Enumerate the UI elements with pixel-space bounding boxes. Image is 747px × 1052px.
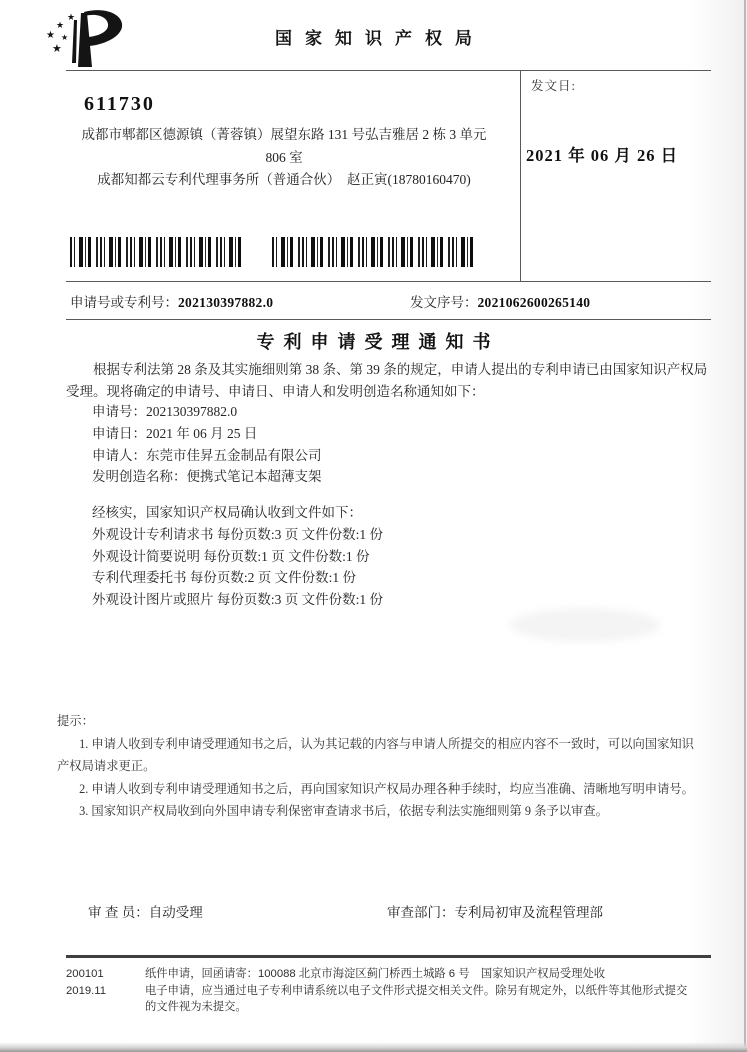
svg-text:★: ★	[56, 20, 65, 30]
footer-divider	[66, 955, 711, 958]
footer-code-1: 200101	[66, 968, 104, 980]
examining-department	[387, 901, 603, 921]
detail-line-applicant: 申请人：东莞市佳昇五金制品有限公司	[92, 447, 322, 463]
dispatch-date-label: 发文日:	[531, 79, 576, 93]
confirm-line: 经核实，国家知识产权局确认收到文件如下：	[92, 505, 362, 520]
detail-line-application-number: 申请号：202130397882.0	[92, 404, 238, 419]
address-line-2: 806 室	[265, 149, 303, 165]
notice-title: 专利申请受理通知书	[256, 332, 500, 352]
svg-text:★: ★	[61, 33, 69, 42]
dispatch-date-value: 2021 年 06 月 26 日	[526, 146, 679, 165]
svg-text:★: ★	[46, 30, 55, 41]
svg-text:★: ★	[67, 12, 76, 22]
footer-code-2: 2019.11	[66, 984, 106, 997]
scan-stain	[510, 608, 660, 642]
footer-line-electronic: 电子申请，应当通过电子专利申请系统以电子文件形式提交相关文件。除另有规定外，以纸件等其他形式提交的文件视为未提交。	[145, 984, 688, 1013]
serial-number-value: 2021062600265140	[477, 295, 591, 310]
serial-number	[410, 291, 590, 311]
file-line-brief: 外观设计简要说明 每份页数:1 页 文件份数:1 份	[92, 548, 370, 564]
recipient-address	[55, 124, 513, 192]
examiner-value: 自动受理	[148, 905, 203, 920]
examiner	[88, 901, 203, 921]
notes-label: 提示：	[57, 714, 94, 728]
barcode-right	[272, 237, 478, 267]
application-number-label: 申请号或专利号：	[70, 295, 178, 310]
notes-section	[57, 710, 697, 823]
application-number-value: 202130397882.0	[178, 295, 274, 310]
file-line-poa: 专利代理委托书 每份页数:2 页 文件份数:1 份	[92, 570, 357, 586]
footer-instructions	[145, 966, 690, 1016]
department-value: 专利局初审及流程管理部	[454, 905, 603, 920]
recipient-code: 611730	[84, 93, 155, 115]
application-details	[92, 401, 322, 488]
number-row-divider	[66, 319, 711, 320]
agency-title: 国家知识产权局	[275, 29, 485, 48]
header-divider	[66, 70, 711, 71]
barcode-divider	[66, 281, 711, 282]
page-right-edge	[744, 0, 746, 1052]
application-number	[70, 291, 273, 311]
note-item-2: 2. 申请人收到专利申请受理通知书之后，再向国家知识产权局办理各种手续时，均应当准确、清晰地写明申请号。	[79, 781, 694, 796]
examiner-label: 审 查 员：	[88, 905, 149, 920]
svg-text:★: ★	[52, 43, 62, 55]
received-files	[92, 502, 383, 611]
detail-line-application-date: 申请日：2021 年 06 月 25 日	[92, 425, 258, 441]
footer-form-codes	[66, 966, 106, 999]
serial-number-label: 发文序号：	[410, 295, 478, 310]
address-line-1: 成都市郫都区德源镇（菁蓉镇）展望东路 131 号弘吉雅居 2 栋 3 单元	[81, 127, 487, 142]
department-label: 审查部门：	[387, 905, 455, 920]
barcode-left	[70, 237, 242, 267]
footer-line-paper: 纸件申请，回函请寄：100088 北京市海淀区蓟门桥西土城路 6 号 国家知识产权局受理处收	[145, 968, 606, 980]
intro-paragraph: 根据专利法第 28 条及其实施细则第 38 条、第 39 条的规定，申请人提出的专利申请已由国家知识产权局受理。现将确定的申请号、申请日、申请人和发明创造名称通知如下：	[66, 362, 708, 400]
address-line-3: 成都知都云专利代理事务所（普通合伙） 赵正寅(18780160470)	[97, 172, 471, 187]
page-bottom-edge	[0, 1042, 747, 1052]
file-line-pictures: 外观设计图片或照片 每份页数:3 页 文件份数:1 份	[92, 592, 384, 608]
dispatch-box-divider	[520, 70, 521, 281]
note-item-3: 3. 国家知识产权局收到向外国申请专利保密审查请求书后，依据专利法实施细则第 9 条予以审查。	[79, 804, 608, 819]
note-item-1: 1. 申请人收到专利申请受理通知书之后，认为其记载的内容与申请人所提交的相应内容不一致时，可以向国家知识产权局请求更正。	[57, 736, 694, 774]
detail-line-invention-name: 发明创造名称：便携式笔记本超薄支架	[92, 469, 322, 485]
file-line-request: 外观设计专利请求书 每份页数:3 页 文件份数:1 份	[92, 526, 384, 542]
